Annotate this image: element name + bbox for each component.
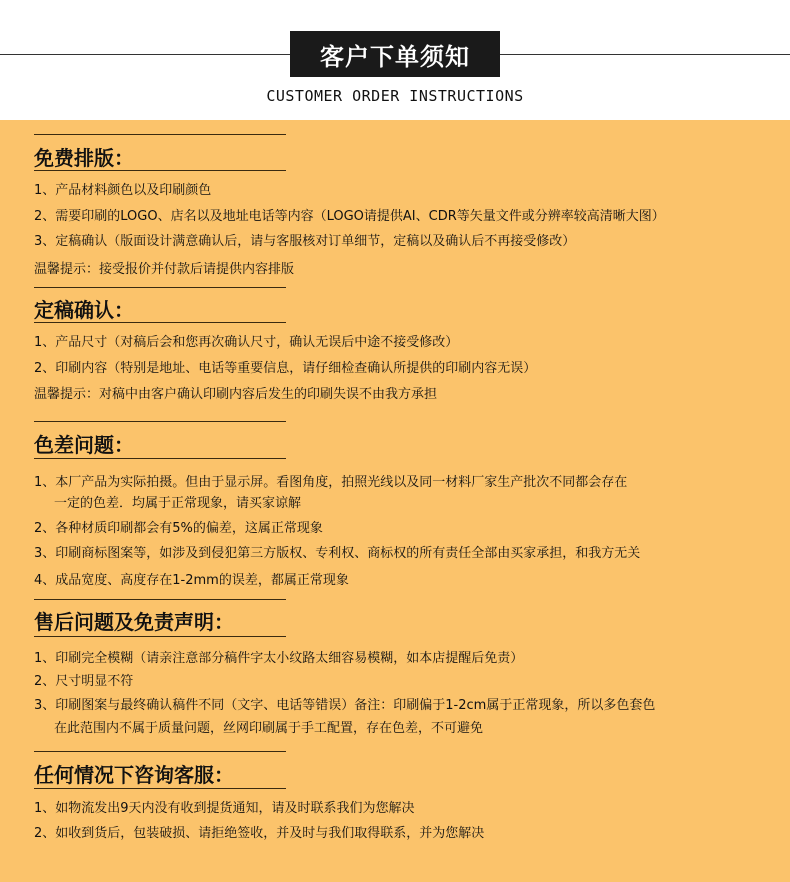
header-rule-left	[0, 54, 290, 55]
section-title-color-difference: 色差问题：	[34, 433, 134, 457]
section-rule	[34, 788, 286, 789]
page-subtitle: CUSTOMER ORDER INSTRUCTIONS	[266, 87, 524, 105]
section-rule	[34, 421, 286, 422]
list-item: 1、产品尺寸（对稿后会和您再次确认尺寸，确认无误后中途不接受修改）	[34, 335, 459, 350]
list-item: 1、本厂产品为实际拍摄。但由于显示屏。看图角度，拍照光线以及同一材料厂家生产批次不同都会存在	[34, 475, 628, 490]
list-item: 2、各种材质印刷都会有5%的偏差，这属正常现象	[34, 521, 323, 536]
section-title-after-sales: 售后问题及免责声明：	[34, 610, 234, 634]
section-rule	[34, 287, 286, 288]
list-item: 1、印刷完全模糊（请亲注意部分稿件字太小纹路太细容易模糊，如本店提醒后免责）	[34, 651, 524, 666]
list-item: 3、印刷图案与最终确认稿件不同（文字、电话等错误）备注：印刷偏于1-2cm属于正常现象，所以多色套色	[34, 698, 656, 713]
section-title-free-layout: 免费排版：	[34, 146, 134, 170]
list-item: 1、如物流发出9天内没有收到提货通知，请及时联系我们为您解决	[34, 801, 415, 816]
list-item: 2、尺寸明显不符	[34, 674, 134, 689]
list-item: 2、如收到货后，包装破损、请拒绝签收，并及时与我们取得联系，并为您解决	[34, 826, 485, 841]
section-title-contact-service: 任何情况下咨询客服：	[34, 763, 234, 787]
section-rule	[34, 636, 286, 637]
list-item: 3、印刷商标图案等，如涉及到侵犯第三方版权、专利权、商标权的所有责任全部由买家承担，和我方无关	[34, 546, 641, 561]
list-item: 1、产品材料颜色以及印刷颜色	[34, 183, 212, 198]
list-item: 3、定稿确认（版面设计满意确认后，请与客服核对订单细节，定稿以及确认后不再接受修改）	[34, 234, 576, 249]
list-item: 温馨提示：对稿中由客户确认印刷内容后发生的印刷失误不由我方承担	[34, 387, 438, 402]
section-rule	[34, 751, 286, 752]
list-item: 一定的色差．均属于正常现象，请买家谅解	[54, 496, 302, 511]
list-item: 2、需要印刷的LOGO、店名以及地址电话等内容（LOGO请提供AI、CDR等矢量文件或分辨率较高清晰大图）	[34, 209, 665, 224]
section-title-draft-confirm: 定稿确认：	[34, 298, 134, 322]
list-item: 温馨提示：接受报价并付款后请提供内容排版	[34, 262, 295, 277]
section-rule	[34, 458, 286, 459]
page-title: 客户下单须知	[290, 31, 500, 77]
section-rule	[34, 322, 286, 323]
header-rule-right	[500, 54, 790, 55]
list-item: 在此范围内不属于质量问题，丝网印刷属于手工配置，存在色差，不可避免	[54, 721, 484, 736]
section-rule	[34, 599, 286, 600]
list-item: 4、成品宽度、高度存在1-2mm的误差，都属正常现象	[34, 573, 349, 588]
list-item: 2、印刷内容（特别是地址、电话等重要信息，请仔细检查确认所提供的印刷内容无误）	[34, 361, 537, 376]
section-rule	[34, 134, 286, 135]
section-rule	[34, 170, 286, 171]
